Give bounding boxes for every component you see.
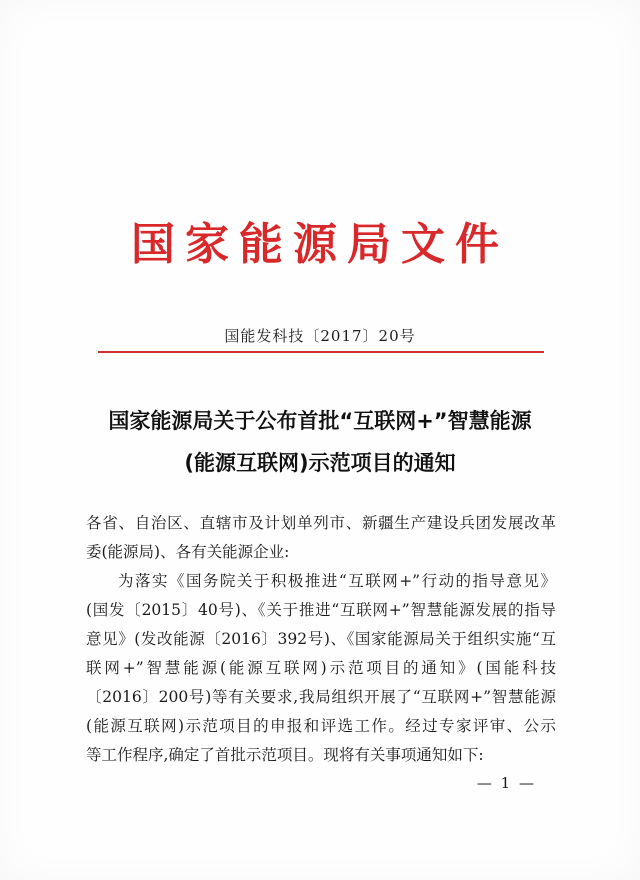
document-number: 国能发科技〔2017〕20号: [224, 327, 416, 345]
body-line: 联网+”智慧能源(能源互联网)示范项目的通知》(国能科技: [86, 659, 556, 677]
title-line-1: 国家能源局关于公布首批“互联网+”智慧能源: [108, 409, 532, 433]
issuer-header: 国家能源局文件: [131, 219, 509, 270]
document-body: [86, 509, 556, 770]
page-number: — 1 —: [476, 774, 536, 792]
body-line: 委(能源局)、各有关能源企业:: [86, 543, 290, 561]
title-line-2: (能源互联网)示范项目的通知: [184, 451, 456, 475]
body-line: 〔2016〕200号)等有关要求,我局组织开展了“互联网+”智慧能源: [86, 688, 556, 706]
document-title: [40, 400, 600, 484]
body-line: 意见》(发改能源〔2016〕392号)、《国家能源局关于组织实施“互: [86, 630, 556, 648]
body-line: (国发〔2015〕40号)、《关于推进“互联网+”智慧能源发展的指导: [86, 601, 556, 619]
body-line: (能源互联网)示范项目的申报和评选工作。经过专家评审、公示: [86, 717, 556, 735]
body-line: 为落实《国务院关于积极推进“互联网+”行动的指导意见》: [118, 572, 556, 590]
red-divider-line: [98, 351, 544, 353]
body-line: 各省、自治区、直辖市及计划单列市、新疆生产建设兵团发展改革: [86, 514, 556, 532]
body-line: 等工作程序,确定了首批示范项目。现将有关事项通知如下:: [86, 746, 484, 764]
